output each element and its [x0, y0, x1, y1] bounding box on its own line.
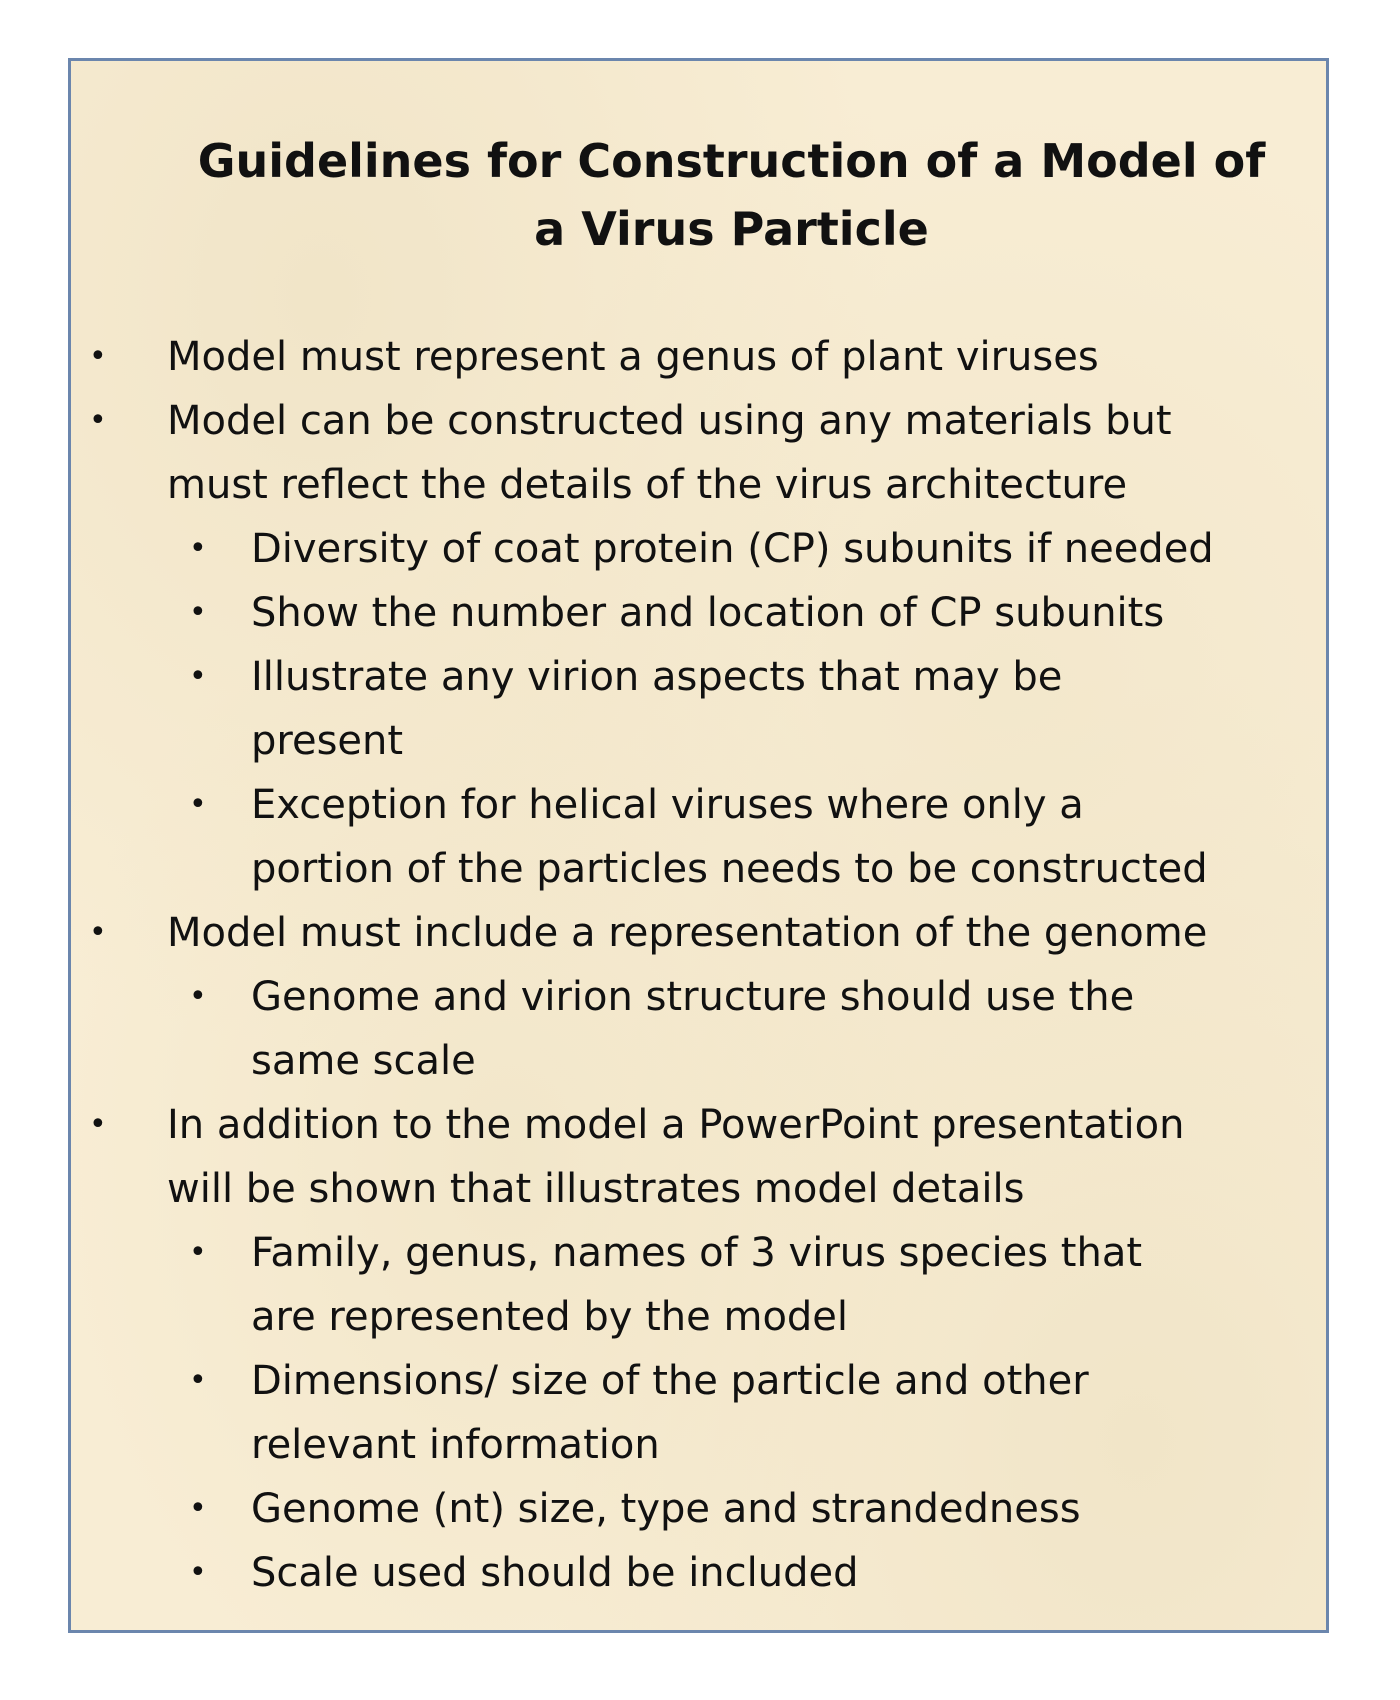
bullet-dot-icon: • [89, 915, 107, 950]
bullet-dot-icon: • [189, 1363, 207, 1398]
bullet-text-line: Show the number and location of CP subunits [251, 590, 1165, 636]
bullet-dot-icon: • [189, 787, 207, 822]
bullet-text-line: Genome and virion structure should use the [251, 974, 1135, 1020]
slide-title-line-2: a Virus Particle [534, 202, 929, 256]
bullet-text-line: In addition to the model a PowerPoint presentation [167, 1102, 1185, 1148]
bullet-text-line: Dimensions/ size of the particle and other [251, 1358, 1089, 1404]
bullet-text-line: Model must include a representation of the genome [167, 910, 1208, 956]
bullet-text-line: must reflect the details of the virus architecture [167, 462, 1128, 508]
bullet-item [71, 901, 1332, 965]
bullet-text-line: relevant information [251, 1422, 660, 1468]
bullet-dot-icon: • [189, 659, 207, 694]
bullet-text-line: Illustrate any virion aspects that may be [251, 654, 1063, 700]
bullet-text-line: Model can be constructed using any materials but [167, 398, 1172, 444]
bullet-text-line: Model must represent a genus of plant viruses [167, 334, 1099, 380]
sub-bullet-item [71, 1477, 1332, 1541]
sub-bullet-item [71, 517, 1332, 581]
bullet-dot-icon: • [189, 1555, 207, 1590]
bullet-text-line: portion of the particles needs to be constructed [251, 846, 1208, 892]
sub-bullet-item [71, 773, 1332, 901]
bullet-dot-icon: • [189, 1491, 207, 1526]
bullet-text-line: are represented by the model [251, 1294, 849, 1340]
bullet-text-line: Diversity of coat protein (CP) subunits if needed [251, 526, 1214, 572]
bullet-text-line: Family, genus, names of 3 virus species that [251, 1230, 1143, 1276]
bullet-text-line: will be shown that illustrates model details [167, 1166, 1025, 1212]
sub-bullet-item [71, 1349, 1332, 1477]
bullet-text-line: Scale used should be included [251, 1550, 859, 1596]
bullet-item [71, 325, 1332, 389]
bullet-text-line: Genome (nt) size, type and strandedness [251, 1486, 1081, 1532]
sub-bullet-item [71, 965, 1332, 1093]
bullet-dot-icon: • [189, 531, 207, 566]
sub-bullet-item [71, 645, 1332, 773]
sub-bullet-item [71, 581, 1332, 645]
bullet-dot-icon: • [89, 339, 107, 374]
sub-bullet-item [71, 1541, 1332, 1605]
bullet-dot-icon: • [189, 1235, 207, 1270]
bullet-item [71, 1093, 1332, 1221]
bullet-dot-icon: • [89, 403, 107, 438]
bullet-list [71, 325, 1332, 1605]
bullet-text-line: Exception for helical viruses where only a [251, 782, 1084, 828]
bullet-text-line: same scale [251, 1038, 476, 1084]
bullet-dot-icon: • [89, 1107, 107, 1142]
sub-bullet-item [71, 1221, 1332, 1349]
bullet-item [71, 389, 1332, 517]
slide-title-line-1: Guidelines for Construction of a Model of [197, 134, 1266, 188]
slide-title [71, 127, 1332, 263]
bullet-dot-icon: • [189, 595, 207, 630]
bullet-dot-icon: • [189, 979, 207, 1014]
slide-panel [68, 58, 1329, 1633]
bullet-text-line: present [251, 718, 404, 764]
